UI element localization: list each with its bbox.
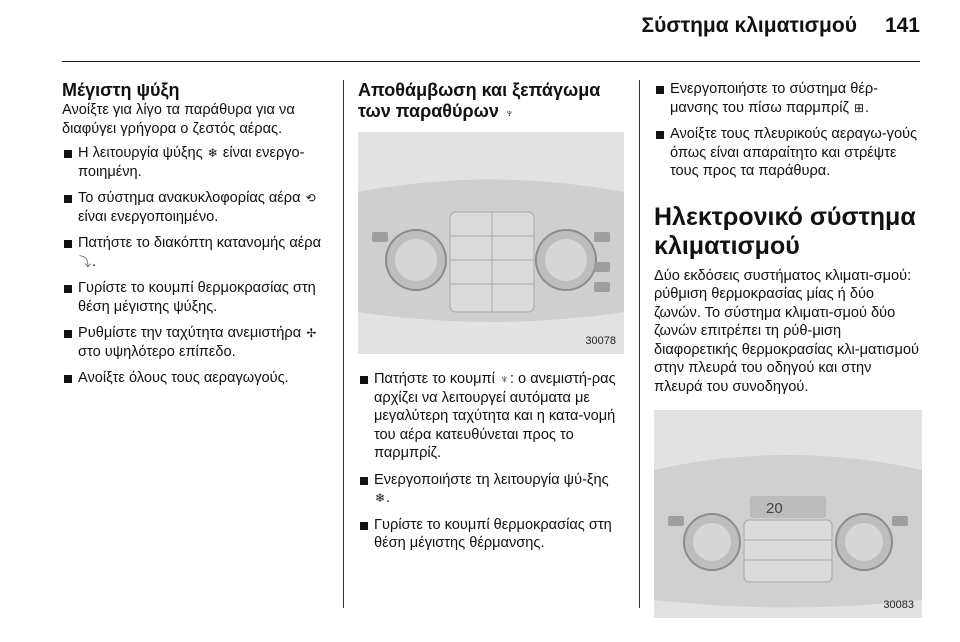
- recirculation-icon: ⟲: [305, 191, 316, 205]
- instruction-list: [654, 80, 922, 181]
- climate-control-photo: [654, 410, 922, 618]
- header-rule: [62, 61, 920, 62]
- list-item: Ρυθμίστε την ταχύτητα ανεμιστήρα ✢ στο υψηλότερο επίπεδο.: [62, 324, 330, 361]
- column-divider: [343, 80, 344, 608]
- air-distribution-icon: ⤵: [79, 254, 92, 269]
- page-number: 141: [884, 14, 920, 37]
- list-item: Ενεργοποιήστε το σύστημα θέρ-μανσης του πίσω παρμπρίζ ⊞.: [654, 80, 922, 117]
- list-item: Ενεργοποιήστε τη λειτουργία ψύ-ξης ❄.: [358, 471, 624, 508]
- list-item: Ανοίξτε τους πλευρικούς αεραγω-γούς όπως είναι απαραίτητο και στρέψτε τους προς τα παράθυρα.: [654, 125, 922, 181]
- section-heading: Μέγιστη ψύξη: [62, 80, 180, 100]
- column-3: [654, 80, 922, 618]
- windscreen-defrost-icon: ♆: [499, 372, 509, 386]
- snowflake-icon: ❄: [375, 491, 386, 505]
- list-item: Η λειτουργία ψύξης ❄ είναι ενεργο-ποιημένη.: [62, 144, 330, 181]
- fan-icon: ✢: [306, 326, 317, 340]
- section-heading: Ηλεκτρονικό σύστημα κλιματισμού: [654, 202, 916, 260]
- header-title: Σύστημα κλιματισμού: [641, 14, 857, 37]
- intro-text: Ανοίξτε για λίγο τα παράθυρα για να διαφύγει γρήγορα ο ζεστός αέρας.: [62, 102, 295, 137]
- list-item: Γυρίστε το κουμπί θερμοκρασίας στη θέση μέγιστης ψύξης.: [62, 279, 330, 316]
- column-1: [62, 80, 330, 396]
- page-header: [642, 14, 920, 38]
- section-heading: Αποθάμβωση και ξεπάγωμα των παραθύρων ♆: [358, 80, 624, 124]
- list-item: Το σύστημα ανακυκλοφορίας αέρα ⟲ είναι ενεργοποιημένο.: [62, 189, 330, 226]
- instruction-list: [358, 370, 624, 553]
- photo-number: 30083: [883, 598, 914, 611]
- list-item: Πατήστε το κουμπί ♆: ο ανεμιστή-ρας αρχίζει να λειτουργεί αυτόματα με μεγαλύτερη ταχύτητα και η κατα-νομή του αέρα κατευθύνεται προς το παρμπρίζ.: [358, 370, 624, 463]
- column-2: [358, 80, 624, 561]
- windscreen-defrost-icon: ♆: [504, 106, 514, 120]
- body-text: Δύο εκδόσεις συστήματος κλιματι-σμού: ρύθμιση θερμοκρασίας μίας ή δύο ζωνών. Το σύστημα κλιματι-σμού δύο ζωνών επιτρέπει τη ρύθ-μιση διαφορετικής θερμοκρασίας κλι-ματισμού στην πλευρά του οδηγού και στην πλευρά του συνοδηγού.: [654, 267, 920, 395]
- list-item: Γυρίστε το κουμπί θερμοκρασίας στη θέση μέγιστης θέρμανσης.: [358, 516, 624, 553]
- display-temperature: 20: [766, 500, 783, 517]
- list-item: Ανοίξτε όλους τους αεραγωγούς.: [62, 369, 330, 388]
- climate-control-photo: [358, 132, 624, 354]
- column-divider: [639, 80, 640, 608]
- list-item: Πατήστε το διακόπτη κατανομής αέρα ⤵.: [62, 234, 330, 271]
- photo-number: 30078: [585, 334, 616, 347]
- rear-window-heating-icon: ⊞: [853, 100, 865, 115]
- control-panel-image: [358, 132, 624, 354]
- instruction-list: [62, 144, 330, 388]
- snowflake-icon: ❄: [207, 146, 218, 160]
- control-panel-image: [654, 410, 922, 618]
